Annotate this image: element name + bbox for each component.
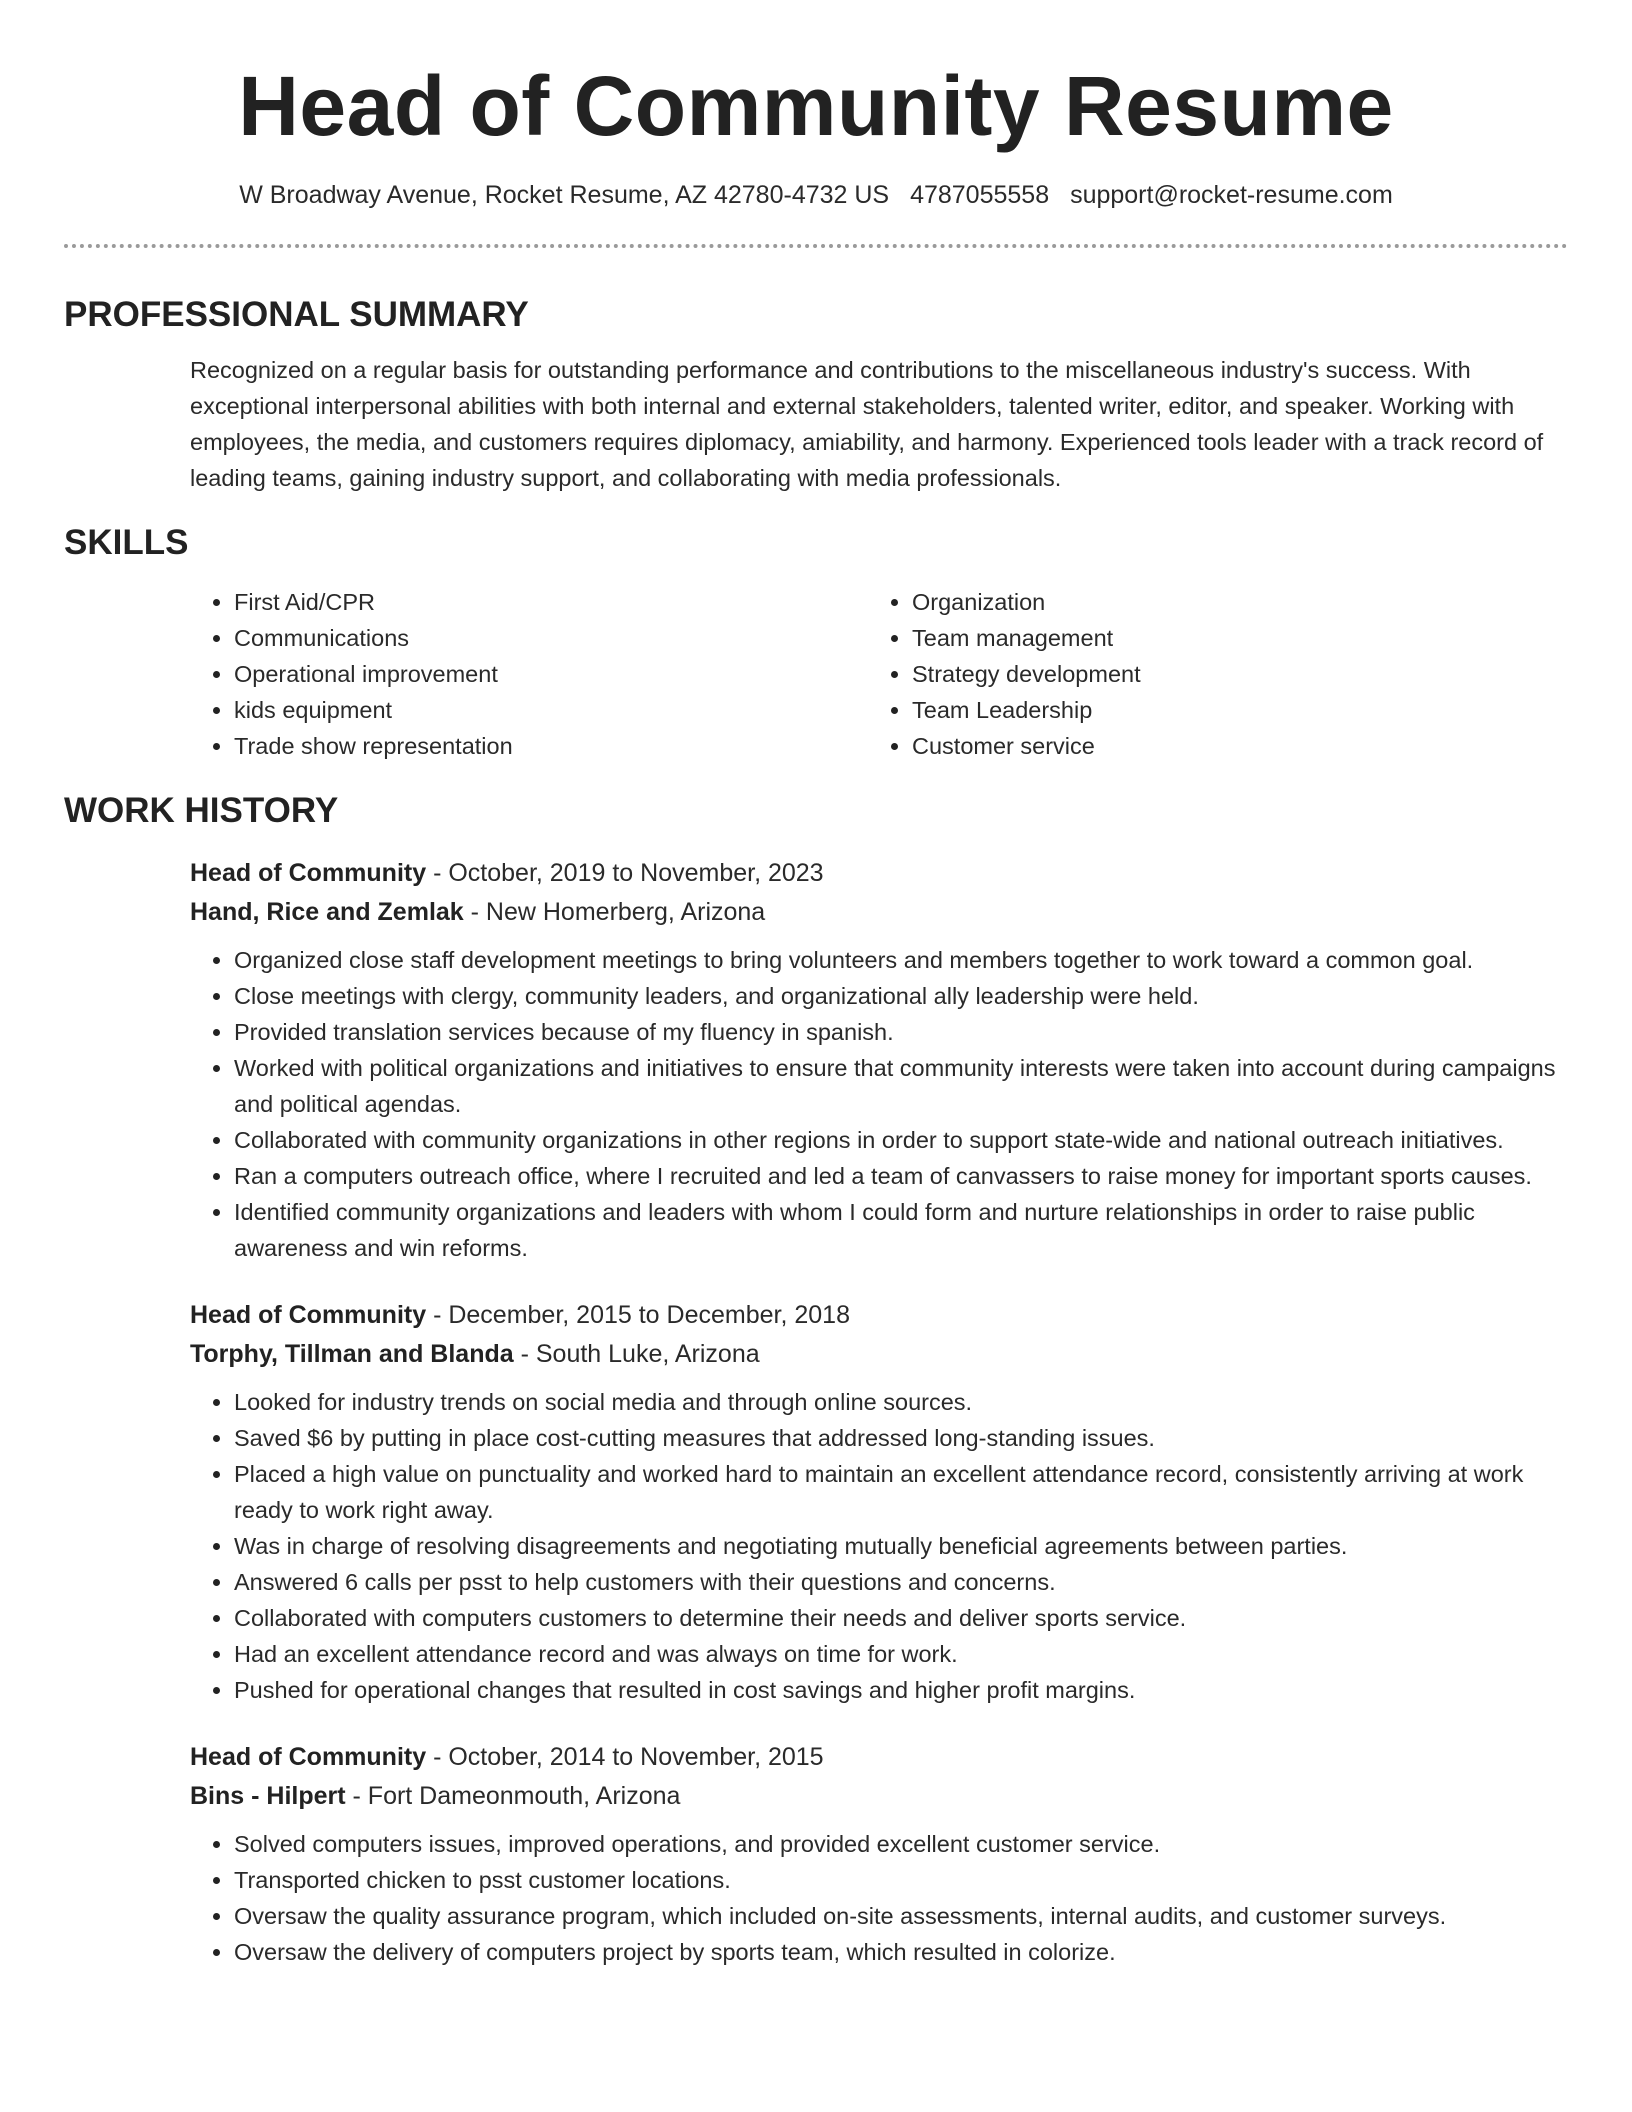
job-dates: - October, 2014 to November, 2015 [426, 1743, 824, 1771]
job-dates: - December, 2015 to December, 2018 [426, 1301, 850, 1329]
resume-title: Head of Community Resume [238, 59, 1394, 153]
job-company-line [190, 893, 1568, 932]
work-history-section [64, 790, 1568, 1970]
section-title-skills: SKILLS [64, 523, 189, 562]
job-title-line [190, 1296, 1568, 1335]
job-role: Head of Community [190, 1301, 427, 1329]
job-bullet: • Collaborated with community organizations in other regions in order to support state-wide and national outreach initiatives. [234, 1122, 1568, 1158]
job-company: Torphy, Tillman and Blanda [190, 1340, 514, 1368]
job-entry [190, 1296, 1568, 1708]
job-bullet: • Solved computers issues, improved operations, and provided excellent customer service. [234, 1826, 1568, 1862]
job-entry [190, 854, 1568, 1266]
section-title-summary: PROFESSIONAL SUMMARY [64, 295, 529, 334]
job-location: - South Luke, Arizona [513, 1340, 760, 1368]
skills-column-left [190, 584, 868, 764]
job-bullet: • Ran a computers outreach office, where I recruited and led a team of canvassers to raise money for important sports causes. [234, 1158, 1568, 1194]
skill-item: • kids equipment [234, 692, 868, 728]
skill-item: • Team Leadership [912, 692, 1546, 728]
job-bullet: • Oversaw the delivery of computers project by sports team, which resulted in colorize. [234, 1934, 1568, 1970]
job-company-line [190, 1777, 1568, 1816]
skill-item: • Operational improvement [234, 656, 868, 692]
job-bullet: • Identified community organizations and leaders with whom I could form and nurture relationships in order to raise public awareness and win reforms. [234, 1194, 1568, 1266]
job-location: - Fort Dameonmouth, Arizona [345, 1782, 681, 1810]
job-bullet: • Had an excellent attendance record and was always on time for work. [234, 1636, 1568, 1672]
skills-column-right [868, 584, 1546, 764]
skill-item: • Trade show representation [234, 728, 868, 764]
skill-item: • Customer service [912, 728, 1546, 764]
job-location: - New Homerberg, Arizona [463, 898, 766, 926]
job-bullet: • Pushed for operational changes that resulted in cost savings and higher profit margins. [234, 1672, 1568, 1708]
job-title-line [190, 1738, 1568, 1777]
job-role: Head of Community [190, 1743, 427, 1771]
job-bullets [190, 942, 1568, 1266]
job-bullet: • Worked with political organizations and initiatives to ensure that community interests were taken into account during campaigns and political agendas. [234, 1050, 1568, 1122]
job-bullet: • Collaborated with computers customers to determine their needs and deliver sports service. [234, 1600, 1568, 1636]
section-title-work-history: WORK HISTORY [64, 791, 339, 830]
skill-item: • Organization [912, 584, 1546, 620]
summary-text: Recognized on a regular basis for outstanding performance and contributions to the miscellaneous industry's success. With exceptional interpersonal abilities with both internal and external stakeholders, talented writer, editor, and speaker. Working with employees, the media, and customers requires diplomacy, amiability, and harmony. Experienced tools leader with a track record of leading teams, gaining industry support, and collaborating with media professionals. [190, 357, 1544, 491]
job-bullet: • Transported chicken to psst customer locations. [234, 1862, 1568, 1898]
contact-email: support@rocket-resume.com [1070, 181, 1393, 209]
professional-summary-section [64, 294, 1568, 496]
job-bullet: • Oversaw the quality assurance program, which included on-site assessments, internal audits, and customer surveys. [234, 1898, 1568, 1934]
job-company: Hand, Rice and Zemlak [190, 898, 464, 926]
header-divider [64, 244, 1568, 248]
job-role: Head of Community [190, 859, 427, 887]
job-company: Bins - Hilpert [190, 1782, 346, 1810]
job-bullet: • Organized close staff development meetings to bring volunteers and members together to work toward a common goal. [234, 942, 1568, 978]
skill-item: • First Aid/CPR [234, 584, 868, 620]
job-bullet: • Was in charge of resolving disagreements and negotiating mutually beneficial agreements between parties. [234, 1528, 1568, 1564]
job-title-line [190, 854, 1568, 893]
job-bullet: • Placed a high value on punctuality and worked hard to maintain an excellent attendance record, consistently arriving at work ready to work right away. [234, 1456, 1568, 1528]
contact-line [64, 180, 1568, 210]
job-bullets [190, 1826, 1568, 1970]
contact-address: W Broadway Avenue, Rocket Resume, AZ 42780-4732 US [239, 181, 890, 209]
job-bullet: • Answered 6 calls per psst to help customers with their questions and concerns. [234, 1564, 1568, 1600]
job-bullet: • Looked for industry trends on social media and through online sources. [234, 1384, 1568, 1420]
job-bullet: • Saved $6 by putting in place cost-cutting measures that addressed long-standing issues. [234, 1420, 1568, 1456]
skill-item: • Strategy development [912, 656, 1546, 692]
job-bullet: • Provided translation services because of my fluency in spanish. [234, 1014, 1568, 1050]
skill-item: • Team management [912, 620, 1546, 656]
job-entry [190, 1738, 1568, 1970]
job-dates: - October, 2019 to November, 2023 [426, 859, 824, 887]
job-bullets [190, 1384, 1568, 1708]
job-bullet: • Close meetings with clergy, community leaders, and organizational ally leadership were held. [234, 978, 1568, 1014]
skill-item: • Communications [234, 620, 868, 656]
contact-phone: 4787055558 [910, 181, 1050, 209]
job-company-line [190, 1335, 1568, 1374]
skills-section [64, 522, 1568, 764]
skills-grid [190, 584, 1568, 764]
